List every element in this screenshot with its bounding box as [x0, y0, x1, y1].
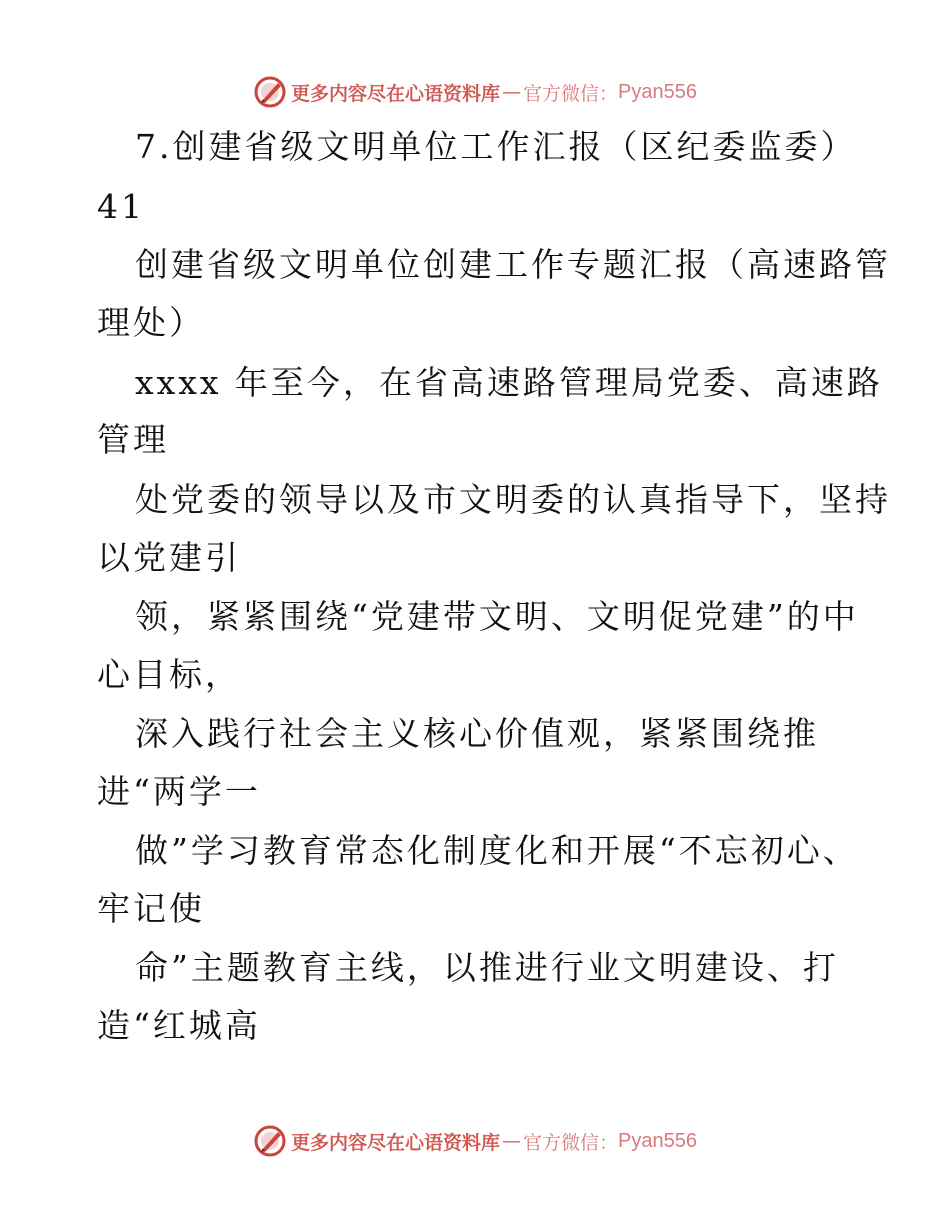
text-line: 命”主题教育主线，以推进行业文明建设、打: [135, 948, 839, 987]
text-line: 7.创建省级文明单位工作汇报（区纪委监委）: [135, 127, 857, 166]
text-line: 41: [97, 187, 145, 226]
quill-logo-icon: [253, 75, 287, 109]
text-line: 深入践行社会主义核心价值观，紧紧围绕推: [135, 714, 819, 753]
text-line: 做”学习教育常态化制度化和开展“不忘初心、: [135, 831, 859, 870]
header-banner: [0, 72, 950, 112]
text-line: 进“两学一: [97, 772, 261, 811]
text-line: xxxx 年至今，在省高速路管理局党委、高速路: [135, 363, 883, 402]
text-line: 造“红城高: [97, 1006, 261, 1045]
text-line: 管理: [97, 420, 169, 459]
wechat-id: Pyan556: [618, 80, 697, 103]
wechat-id: Pyan556: [618, 1129, 697, 1152]
text-line: 牢记使: [97, 889, 205, 928]
text-line: 心目标，: [97, 655, 241, 694]
quill-logo-icon: [253, 1124, 287, 1158]
text-line: 处党委的领导以及市文明委的认真指导下，坚持: [135, 480, 891, 519]
wechat-label: 官方微信：: [523, 1131, 619, 1154]
banner-dash: —: [502, 1130, 522, 1152]
footer-banner: [0, 1121, 950, 1161]
text-line: 领，紧紧围绕“党建带文明、文明促党建”的中: [135, 597, 859, 636]
banner-text: 更多内容尽在心语资料库: [291, 82, 501, 105]
text-line: 理处）: [97, 303, 205, 342]
wechat-label: 官方微信：: [523, 82, 619, 105]
banner-text: 更多内容尽在心语资料库: [291, 1131, 501, 1154]
text-line: 创建省级文明单位创建工作专题汇报（高速路管: [135, 245, 891, 284]
text-line: 以党建引: [97, 538, 241, 577]
banner-dash: —: [502, 81, 522, 103]
